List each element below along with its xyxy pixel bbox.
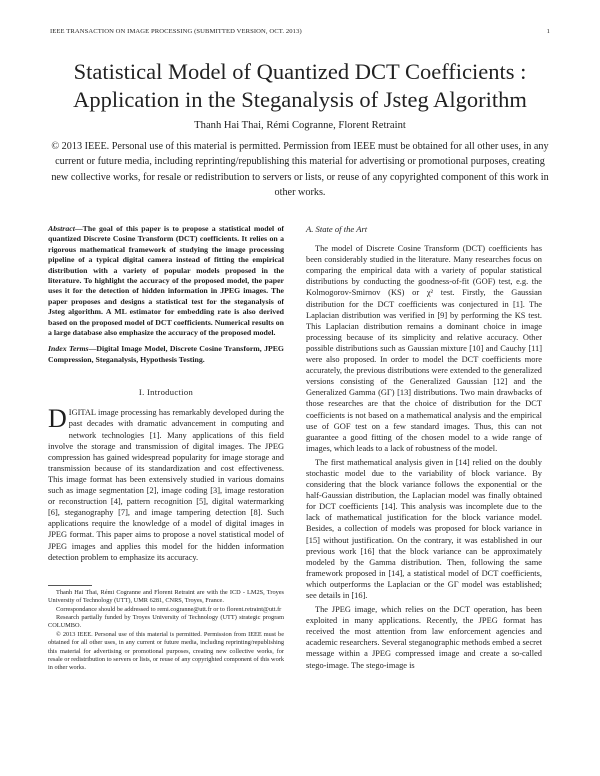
title-line-1: Statistical Model of Quantized DCT Coefficients : bbox=[73, 59, 527, 84]
left-column bbox=[48, 224, 284, 673]
abstract bbox=[48, 224, 284, 338]
intro-paragraph-text: IGITAL image processing has remarkably developed during the past decades with dramatic advancement in computing and network technologies [1]. Many applications of this field involve the storage and transmission of digital images. The JPEG compression has gained widespread popularity for image storage and transmission because of its standardization and cost effectiveness. This image format has been extensively studied in various domains such as image segmentation [2], image coding [3], image restoration or reconstruction [4], pattern recognition [5], digital watermarking [6], steganography [7], and image tampering detection [8]. Such applications require the knowledge of a model of digital images in JPEG format. This paper aims to propose a novel statistical model of JPEG images and applies this model for the hidden information detection problem to emphasize its accuracy. bbox=[48, 408, 284, 562]
section-heading-introduction: I. Introduction bbox=[138, 387, 194, 398]
intro-paragraph bbox=[48, 404, 284, 562]
index-terms-text: —Digital Image Model, Discrete Cosine Transform, JPEG Compression, Steganalysis, Hypothesis Testing. bbox=[48, 344, 284, 364]
abstract-text: —The goal of this paper is to propose a statistical model of quantized Discrete Cosine Transform (DCT) coefficients. It relies on a rigorous mathematical framework of studying the image processing pipeline of a typical digital camera instead of fitting the empirical distribution with a variety of popular models proposed in the literature. To highlight the accuracy of the proposed model, the paper uses it for the detection of hidden information in JPEG images. The paper proposes and designs a statistical test for the steganalysis of Jsteg algorithm. A ML estimator for embedding rate is also derived based on the proposed model of DCT coefficients. Numerical results on a large database also emphasize the accuracy of the proposed model. bbox=[48, 224, 284, 338]
footnote-copyright: © 2013 IEEE. Personal use of this material is permitted. Permission from IEEE must be obtained for all other uses, in any current or future media, including reprinting/republishing this material for advertising or promotional purposes, creating new collective works, for resale or redistribution to servers or lists, or reuse of any copyrighted component of this work in other works. bbox=[48, 630, 284, 672]
paper-title bbox=[40, 58, 560, 114]
footnotes bbox=[48, 585, 284, 673]
index-terms-label: Index Terms bbox=[48, 344, 89, 354]
state-of-art-paragraph-1: The model of Discrete Cosine Transform (DCT) coefficients has been considerably studied in the literature. Many researches focus on comparing the empirical data with a variety of popular statistical distributions by conducting the goodness-of-fit (GOF) test, e.g. the Kolmogorov-Smirnov (KS) or χ² test. Firstly, the Gaussian distribution for the DCT coefficients was conjectured in [1]. The Laplacian distribution was verified in [9] by performing the KS test. This Laplacian distribution remains a dominant choice in image processing because of its simplicity and relative accuracy. Other possible distributions such as Gaussian mixture [10] and Cauchy [11] were also proposed. In order to model the DCT coefficients more accurately, the previous distributions were extended to the generalized versions consisting of the Generalized Gaussian [12] and the Generalized Gamma (GΓ) [13] distributions. Two main drawbacks of those researches are that the choice of distribution for the DCT coefficients is not based on a mathematical analysis and the empirical use of GOF test on a few standard images. Thus, this can not guarantee a good fitting of the chosen model to a wide range of images, which leads to a lack of robustness of the model. bbox=[306, 244, 542, 453]
author-list: Thanh Hai Thai, Rémi Cogranne, Florent Retraint bbox=[194, 120, 406, 131]
footnote-correspondence: Correspondance should be addressed to remi.cogranne@utt.fr or to florent.retraint@utt.fr bbox=[56, 605, 282, 613]
page-number: 1 bbox=[546, 28, 550, 35]
running-head bbox=[50, 28, 550, 35]
title-line-2: Application in the Steganalysis of Jsteg Algorithm bbox=[73, 87, 527, 112]
index-terms bbox=[48, 344, 284, 365]
copyright-notice: © 2013 IEEE. Personal use of this material is permitted. Permission from IEEE must be obtained for all other uses, in any current or future media, including reprinting/republishing this material for advertising or promotional purposes, creating new collective works, for resale or redistribution to servers or lists, or reuse of any copyrighted component of this work in other works. bbox=[51, 141, 549, 199]
footnote-affiliation: Thanh Hai Thai, Rémi Cogranne and Florent Retraint are with the ICD - LM2S, Troyes University of Technology (UTT), UMR 6281, CNRS, Troyes, France. bbox=[48, 588, 284, 605]
drop-cap: D bbox=[48, 404, 67, 434]
state-of-art-paragraph-2: The first mathematical analysis given in [14] relied on the doubly stochastic model due to the variability of block variance. By considering that the block variance follows the exponential or the half-Gaussian distribution, the Laplacian model was finally obtained for DCT coefficients [14]. This analysis was incomplete due to the lack of mathematical justification for the block variance model. Besides, a collection of models was proposed for block variance in [15] without justification. On the contrary, it was established in our previous work [16] that the block variance can be approximately modeled by the Gamma distribution. Then, following the same framework proposed in [14], a statistical model of DCT coefficients, which outperforms the Laplacian or the GΓ model was established; see details in [16]. bbox=[306, 457, 542, 600]
running-head-text: IEEE TRANSACTION ON IMAGE PROCESSING (SUBMITTED VERSION, OCT. 2013) bbox=[50, 28, 302, 35]
footnote-rule bbox=[48, 585, 92, 586]
footnote-funding: Research partially funded by Troyes University of Technology (UTT) strategic program COLUMBO. bbox=[48, 613, 284, 630]
state-of-art-paragraph-3: The JPEG image, which relies on the DCT operation, has been exploited in many applications. Recently, the JPEG format has received the most attention from law enforcement agencies and academic researchers. Several steganographic methods embed a secret message within a JPEG compressed image and create a so-called stego-image. The stego-image is bbox=[306, 605, 542, 670]
abstract-label: Abstract bbox=[48, 224, 75, 233]
subsection-heading-state-of-art: A. State of the Art bbox=[306, 224, 368, 234]
right-column bbox=[306, 224, 542, 671]
